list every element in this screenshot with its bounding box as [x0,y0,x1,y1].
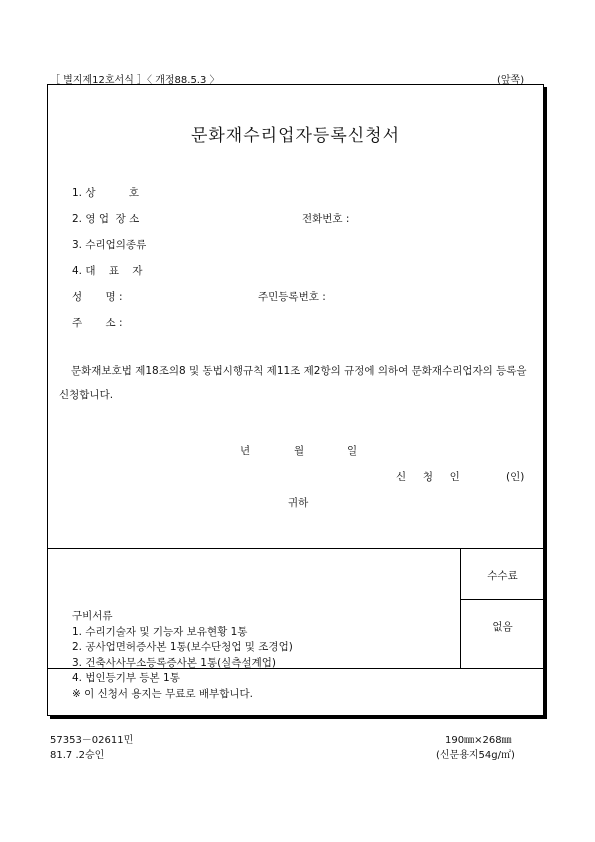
resident-number-label: 주민등록번호 : [258,291,326,303]
required-documents-heading: 구비서류 [72,610,113,622]
approval-date: 81.7 .2승인 [50,750,105,761]
fee-row-divider [460,599,545,600]
seal-mark: (인) [506,471,525,483]
address-label: 주 소 : [72,317,123,329]
applicant-label: 신 청 인 [396,471,460,483]
fee-column-divider [460,548,461,668]
required-document-item: 1. 수리기술자 및 기능자 보유현황 1통 [72,625,248,638]
fee-label: 수수료 [487,570,518,582]
form-reference: ［ 별지제12호서식 ］〈 개정88.5.3 〉 [50,75,220,86]
representative-label: 4. 대 표 자 [72,265,143,277]
business-location-label: 2. 영 업 장 소 [72,213,140,225]
application-statement: 문화재보호법 제18조의8 및 동법시행규칙 제11조 제2항의 규정에 의하여 문화재수리업자의 등록을 신청합니다. [59,365,527,401]
date-year: 년 [240,445,251,457]
form-code: 57353－02611민 [50,735,134,746]
page-side-label: (앞쪽) [497,75,525,86]
repair-type-label: 3. 수리업의종류 [72,239,147,251]
required-document-item: 2. 공사업면허증사본 1통(보수단청업 및 조경업) [72,641,293,653]
application-form [47,84,544,716]
trade-name-label: 1. 상 호 [72,187,140,199]
distribution-note: ※ 이 신청서 용지는 무료로 배부합니다. [72,687,253,700]
required-documents [72,609,293,702]
section-divider [48,548,545,549]
required-document-item: 4. 법인등기부 등본 1통 [72,672,180,684]
name-label: 성 명 : [72,291,123,303]
phone-label: 전화번호 : [302,213,350,225]
required-document-item: 3. 건축사사무소등록증사본 1통(실측설계업) [72,656,276,669]
form-title: 문화재수리업자등록신청서 [190,126,401,146]
fee-value: 없음 [492,621,513,633]
date-day: 일 [347,445,358,457]
recipient-label: 귀하 [288,497,309,509]
date-month: 월 [294,445,305,457]
box-shadow-bottom [50,716,547,719]
paper-size: 190㎜×268㎜ [445,735,512,746]
paper-type: (신문용지54g/㎡) [436,750,515,761]
